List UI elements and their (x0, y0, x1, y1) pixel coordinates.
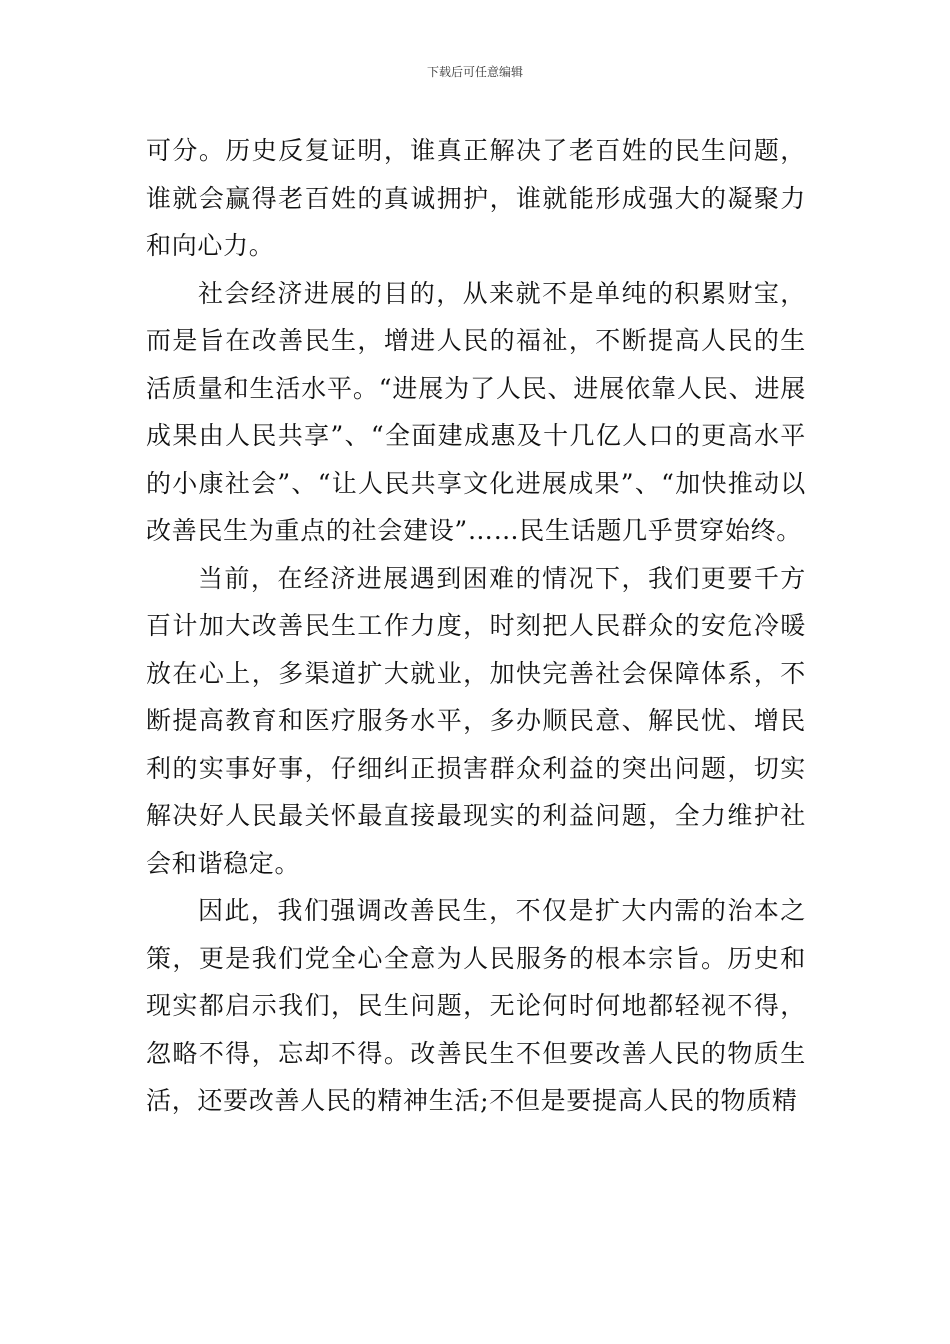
paragraph-2: 社会经济进展的目的，从来就不是单纯的积累财宝，而是旨在改善民生，增进人民的福祉，不断提高人民的生活质量和生活水平。“进展为了人民、进展依靠人民、进展成果由人民共享”、“全面建成惠及十几亿人口的更高水平的小康社会”、“让人民共享文化进展成果”、“加快推动以改善民生为重点的社会建设”……民生话题几乎贯穿始终。 (146, 278, 806, 545)
paragraph-4: 因此，我们强调改善民生，不仅是扩大内需的治本之策，更是我们党全心全意为人民服务的根本宗旨。历史和现实都启示我们，民生问题，无论何时何地都轻视不得，忽略不得，忘却不得。改善民生不但要改善人民的物质生活，还要改善人民的精神生活;不但是要提高人民的物质精 (146, 896, 806, 1115)
document-body (146, 127, 806, 1125)
paragraph-3: 当前，在经济进展遇到困难的情况下，我们更要千方百计加大改善民生工作力度，时刻把人民群众的安危冷暖放在心上，多渠道扩大就业，加快完善社会保障体系，不断提高教育和医疗服务水平，多办顺民意、解民忧、增民利的实事好事，仔细纠正损害群众利益的突出问题，切实解决好人民最关怀最直接最现实的利益问题，全力维护社会和谐稳定。 (146, 563, 806, 878)
paragraph-1: 可分。历史反复证明，谁真正解决了老百姓的民生问题，谁就会赢得老百姓的真诚拥护，谁就能形成强大的凝聚力和向心力。 (146, 136, 806, 260)
page-header: 下载后可任意编辑 (426, 65, 523, 79)
